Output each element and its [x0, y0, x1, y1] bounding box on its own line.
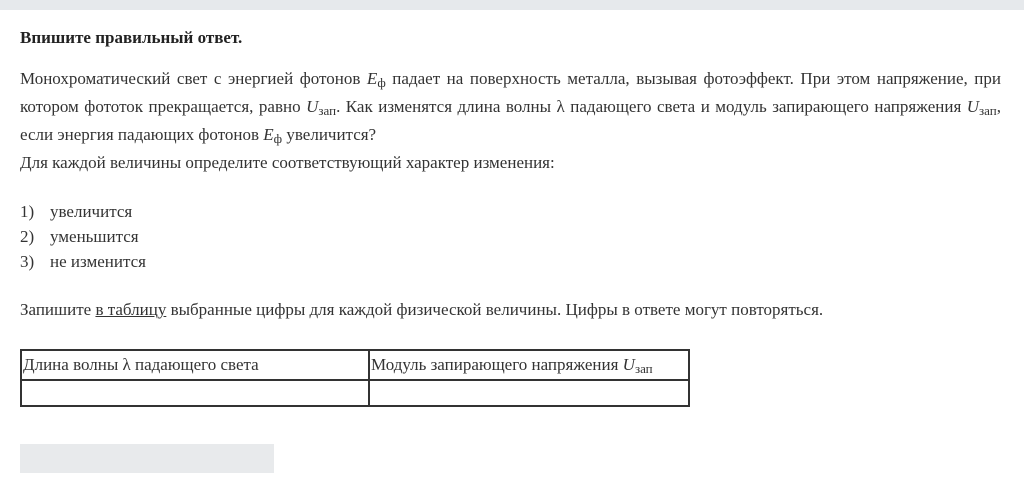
option-label: уменьшится: [50, 227, 139, 246]
option-item: [20, 199, 1001, 224]
voltage-subscript: зап: [318, 103, 337, 118]
task-content: [20, 26, 1001, 324]
table-link[interactable]: в таблицу: [95, 300, 167, 319]
question-part-5: увеличится?: [282, 125, 377, 144]
option-number: 3): [20, 252, 35, 271]
option-number: 2): [20, 227, 35, 246]
note-before: Запишите: [20, 300, 96, 319]
column-header-voltage-symbol: U: [622, 355, 635, 374]
instruction-text: Для каждой величины определите соответствующий характер изменения:: [20, 153, 555, 172]
energy-subscript: ф: [377, 75, 386, 90]
table-note: [20, 296, 1001, 324]
option-label: не изменится: [50, 252, 146, 271]
column-header-voltage: [369, 350, 689, 380]
energy-subscript-2: ф: [273, 131, 283, 146]
options-list: [20, 199, 1001, 274]
answer-table-input-row: [21, 380, 689, 406]
question-part-1: Монохроматический свет с энергией фотонов: [20, 69, 367, 88]
voltage-subscript-2: зап: [979, 103, 997, 118]
column-header-wavelength: Длина волны λ падающего света: [21, 350, 369, 380]
question-part-2: падает на поверхность металла, вызывая фотоэффект. При этом напряжение, при котором фототок прекращается, равно: [20, 69, 1002, 116]
column-header-voltage-text: Модуль запирающего напряжения: [371, 355, 623, 374]
answer-table: [20, 349, 690, 407]
task-heading: Впишите правильный ответ.: [20, 28, 243, 47]
column-header-voltage-subscript: зап: [634, 361, 653, 376]
answer-table-header-row: [21, 350, 689, 380]
option-item: [20, 249, 1001, 274]
option-label: увеличится: [50, 202, 133, 221]
option-item: [20, 224, 1001, 249]
question-part-4: , если энергия падающих фотонов: [20, 97, 1001, 144]
answer-input-box[interactable]: [20, 444, 274, 473]
option-number: 1): [20, 202, 35, 221]
answer-cell-voltage[interactable]: [369, 380, 689, 406]
note-after: выбранные цифры для каждой физической величины. Цифры в ответе могут повторяться.: [166, 300, 824, 319]
question-text: [20, 65, 1001, 149]
question-part-3: . Как изменятся длина волны λ падающего света и модуль запирающего напряжения: [336, 97, 967, 116]
energy-symbol: E: [366, 69, 378, 88]
voltage-symbol-2: U: [966, 97, 980, 116]
energy-symbol-2: E: [263, 125, 274, 144]
voltage-symbol: U: [306, 97, 319, 116]
answer-cell-wavelength[interactable]: [21, 380, 369, 406]
top-strip: [0, 0, 1024, 10]
